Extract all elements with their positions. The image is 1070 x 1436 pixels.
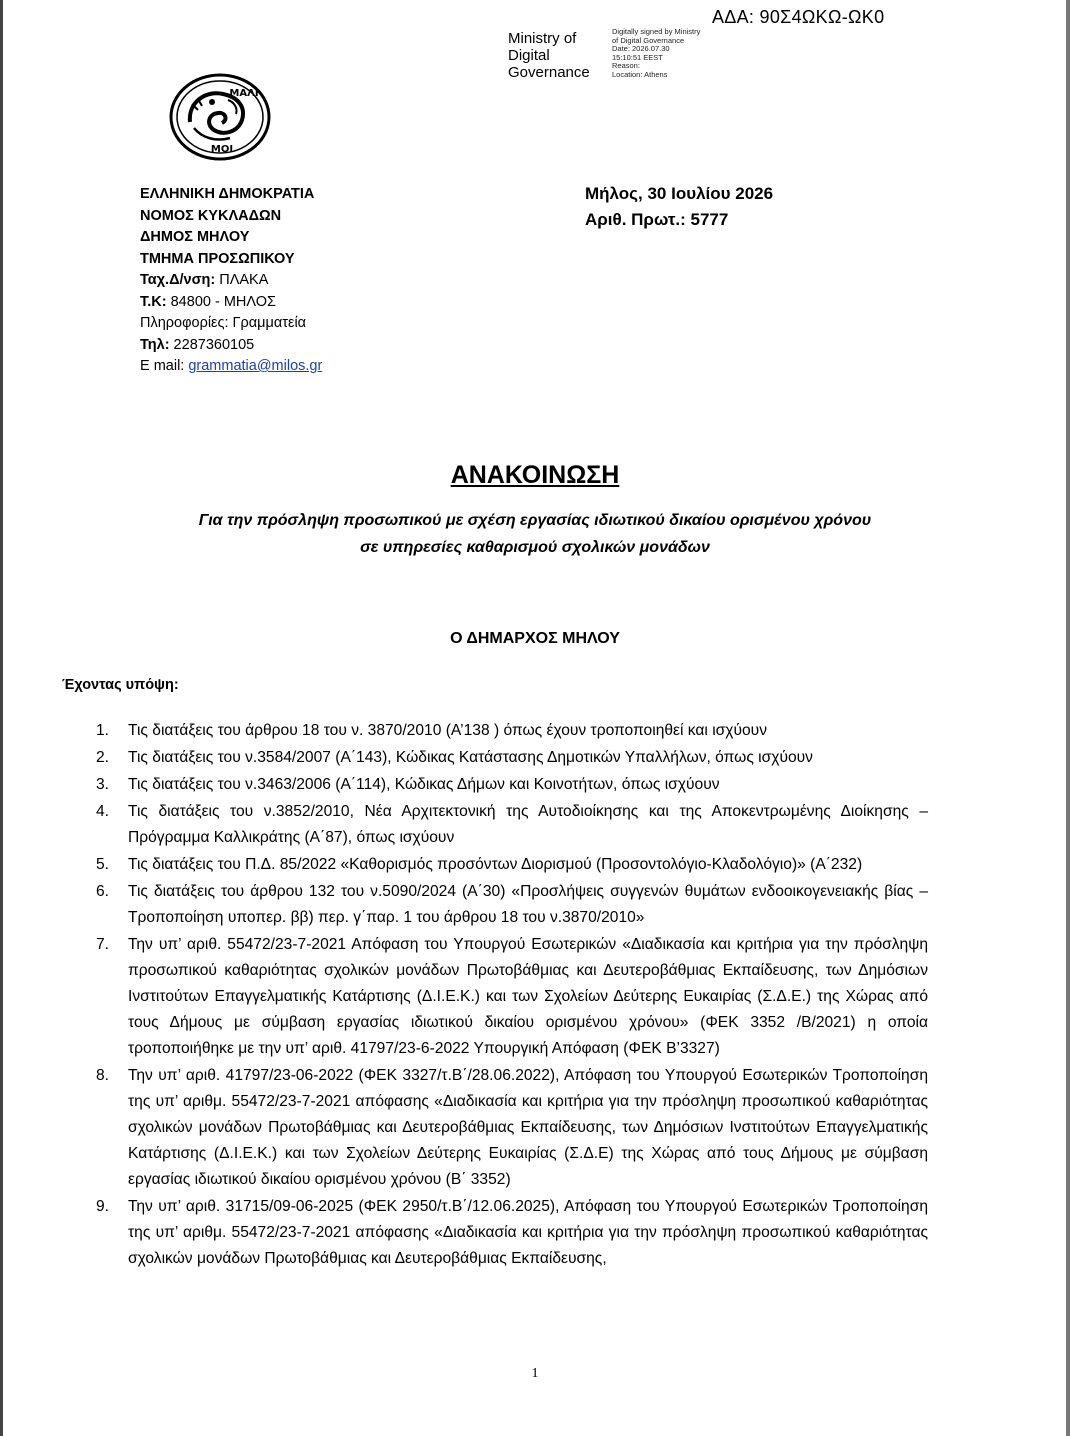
mayor-heading: Ο ΔΗΜΑΡΧΟΣ ΜΗΛΟΥ: [450, 630, 620, 647]
signature-detail-line: Digitally signed by Ministry: [612, 27, 701, 36]
considering-heading: Έχοντας υπόψη:: [62, 677, 179, 693]
protocol-number: Αριθ. Πρωτ.: 5777: [585, 210, 729, 229]
signature-name-line: Digital: [508, 47, 550, 64]
postcode-label: Τ.Κ:: [140, 293, 167, 310]
list-item: [96, 879, 928, 931]
item-number: 1.: [96, 722, 110, 739]
signature-detail-line: of Digital Governance: [612, 35, 685, 45]
signature-detail-line: 15:10:51 EEST: [612, 52, 663, 62]
item-text: Τις διατάξεις του Π.Δ. 85/2022 «Καθορισμός προσόντων Διορισμού (Προσοντολόγιο-Κλαδολόγιο)» (Α΄232): [128, 856, 863, 873]
signature-name-line: Governance: [508, 64, 590, 81]
list-item: [96, 852, 928, 878]
phone-line: [140, 335, 322, 357]
item-text: Τις διατάξεις του άρθρου 132 του ν.5090/2024 (Α΄30) «Προσλήψεις συγγενών θυμάτων ενδοοικογενειακής βίας – Τροποποίηση υποπερ. ββ) περ. γ΄παρ. 1 του άρθρου 18 του ν.3870/2010»: [128, 883, 928, 926]
signature-name: [508, 30, 590, 81]
ada-code: ΑΔΑ: 90Σ4ΩΚΩ-ΩΚ0: [712, 7, 885, 27]
seal-emblem-icon: [168, 72, 272, 162]
postcode-value: 84800 - ΜΗΛΟΣ: [166, 293, 277, 310]
signature-detail-line: Reason:: [612, 61, 640, 71]
left-frame-border: [0, 0, 3, 1436]
item-number: 6.: [96, 883, 110, 900]
considerations-list: [96, 718, 928, 1273]
list-item: [96, 772, 928, 798]
issuer-line: ΔΗΜΟΣ ΜΗΛΟΥ: [140, 229, 250, 245]
item-text: Τις διατάξεις του ν.3584/2007 (Α΄143), Κώδικας Κατάστασης Δημοτικών Υπαλλήλων, όπως ισχύουν: [128, 749, 813, 766]
issuer-line: ΕΛΛΗΝΙΚΗ ΔΗΜΟΚΡΑΤΙΑ: [140, 186, 315, 202]
signature-detail-line: Date: 2026.07.30: [612, 44, 670, 54]
item-number: 8.: [96, 1067, 110, 1084]
list-item: [96, 718, 928, 744]
item-number: 3.: [96, 776, 110, 793]
signature-name-line: Ministry of: [508, 30, 577, 47]
item-text: Την υπ’ αριθ. 55472/23-7-2021 Απόφαση του Υπουργού Εσωτερικών «Διαδικασία και κριτήρια για την πρόσληψη προσωπικού καθαριότητας σχολικών μονάδων Πρωτοβάθμιας και Δευτεροβάθμιας Εκπαίδευσης, των Δημόσιων Ινστιτούτων Επαγγελματικής Κατάρτισης (Δ.Ι.Ε.Κ.) και των Σχολείων Δεύτερης Ευκαιρίας (Σ.Δ.Ε.) της Χώρας από τους Δήμους με σύμβαση εργασίας ιδιωτικού δικαίου ορισμένου χρόνου» (ΦΕΚ 3352 /Β/2021) η οποία τροποποιήθηκε με την υπ’ αριθ. 41797/23-6-2022 Υπουργική Απόφαση (ΦΕΚ Β’3327): [128, 936, 928, 1057]
signature-detail-line: Location: Athens: [612, 69, 668, 79]
date-protocol-block: [585, 181, 773, 233]
address-line: [140, 270, 322, 292]
right-frame-border: [1066, 0, 1070, 1436]
seal-text-top: ΜΑΛΙ: [229, 88, 259, 99]
item-number: 5.: [96, 856, 110, 873]
phone-label: Τηλ:: [140, 336, 170, 353]
item-number: 9.: [96, 1198, 110, 1215]
issuer-block: [140, 184, 322, 378]
list-item: [96, 1063, 928, 1193]
address-value: ΠΛΑΚΑ: [215, 272, 269, 288]
announcement-subtitle: [0, 507, 1070, 561]
page-number: 1: [531, 1366, 539, 1381]
list-item: [96, 932, 928, 1062]
list-item: [96, 1194, 928, 1272]
item-text: Τις διατάξεις του άρθρου 18 του ν. 3870/2010 (Α’138 ) όπως έχουν τροποποιηθεί και ισχύουν: [128, 722, 767, 739]
email-link[interactable]: grammatia@milos.gr: [188, 358, 323, 374]
list-item: [96, 799, 928, 851]
item-text: Τις διατάξεις του ν.3852/2010, Νέα Αρχιτεκτονική της Αυτοδιοίκησης και της Αποκεντρωμένης Διοίκησης – Πρόγραμμα Καλλικράτης (Α΄87), όπως ισχύουν: [128, 803, 928, 846]
phone-value: 2287360105: [169, 336, 255, 353]
info-line: Πληροφορίες: Γραμματεία: [140, 315, 307, 331]
item-text: Την υπ’ αριθ. 31715/09-06-2025 (ΦΕΚ 2950/τ.Β΄/12.06.2025), Απόφαση του Υπουργού Εσωτερικών Τροποποίηση της υπ’ αριθμ. 55472/23-7-2021 απόφασης «Διαδικασία και κριτήρια για την πρόσληψη προσωπικού καθαριότητας σχολικών μονάδων Πρωτοβάθμιας και Δευτεροβάθμιας Εκπαίδευσης,: [128, 1198, 928, 1267]
item-text: Τις διατάξεις του ν.3463/2006 (Α΄114), Κώδικας Δήμων και Κοινοτήτων, όπως ισχύουν: [128, 776, 720, 793]
signature-details: [612, 28, 700, 80]
email-line: [140, 356, 322, 378]
subtitle-line: σε υπηρεσίες καθαρισμού σχολικών μονάδων: [360, 539, 710, 556]
item-number: 7.: [96, 936, 110, 953]
email-label: E mail:: [140, 358, 189, 374]
issuer-line: ΝΟΜΟΣ ΚΥΚΛΑΔΩΝ: [140, 207, 282, 224]
announcement-title: ΑΝΑΚΟΙΝΩΣΗ: [450, 461, 620, 489]
item-number: 4.: [96, 803, 110, 820]
item-number: 2.: [96, 749, 110, 766]
item-text: Την υπ’ αριθ. 41797/23-06-2022 (ΦΕΚ 3327/τ.Β΄/28.06.2022), Απόφαση του Υπουργού Εσωτερικών Τροποποίηση της υπ’ αριθμ. 55472/23-7-2021 απόφασης «Διαδικασία και κριτήρια για την πρόσληψη προσωπικού καθαριότητας σχολικών μονάδων Πρωτοβάθμιας και Δευτεροβάθμιας Εκπαίδευσης, των Δημόσιων Ινστιτούτων Επαγγελματικής Κατάρτισης (Δ.Ι.Ε.Κ.) και των Σχολείων Δεύτερης Ευκαιρίας (Σ.Δ.Ε) της Χώρας από τους Δήμους με σύμβαση εργασίας ιδιωτικού δικαίου ορισμένου χρόνου (Β΄ 3352): [128, 1067, 928, 1188]
subtitle-line: Για την πρόσληψη προσωπικού με σχέση εργασίας ιδιωτικού δικαίου ορισμένου χρόνου: [198, 512, 872, 529]
seal-text-bottom: ΜΟΙ: [210, 144, 234, 155]
document-date: Μήλος, 30 Ιουλίου 2026: [585, 184, 774, 203]
list-item: [96, 745, 928, 771]
issuer-line: ΤΜΗΜΑ ΠΡΟΣΩΠΙΚΟΥ: [140, 250, 295, 267]
address-label: Ταχ.Δ/νση:: [140, 272, 216, 288]
postcode-line: [140, 292, 322, 314]
